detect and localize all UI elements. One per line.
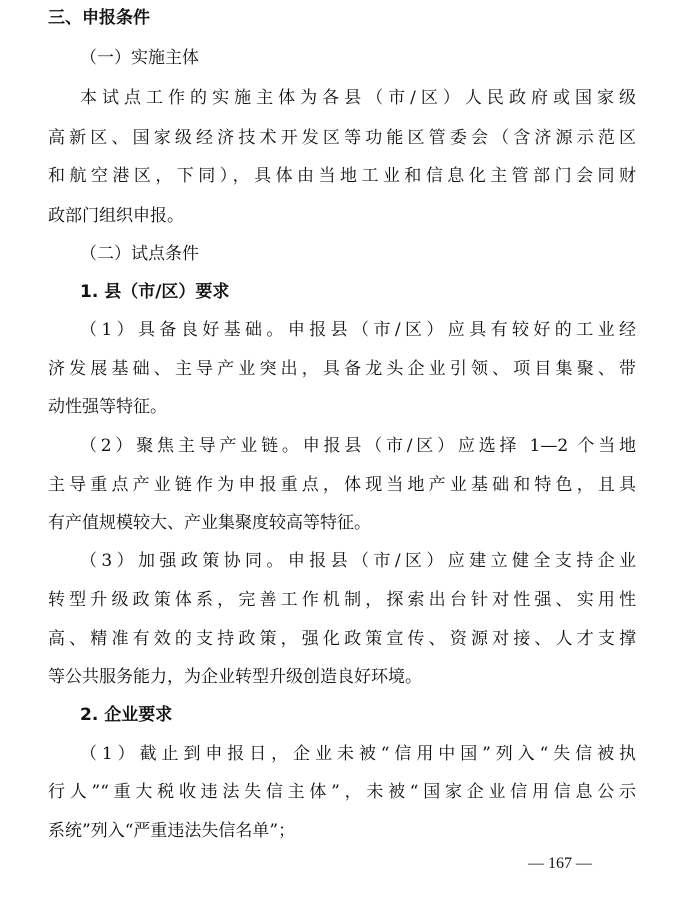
page-number: — 167 — [528,855,592,872]
paragraph-line: （2）聚焦主导产业链。申报县（市/区）应选择 1—2 个当地 [80,436,636,456]
paragraph-line: （1）具备良好基础。申报县（市/区）应具有较好的工业经 [80,320,636,340]
paragraph-line: 行人”“重大税收违法失信主体”，未被“国家企业信用信息公示 [48,782,636,802]
heading-enterprise-requirements: 2. 企业要求 [80,705,173,725]
paragraph-line: 济发展基础、主导产业突出，具备龙头企业引领、项目集聚、带 [48,359,636,379]
paragraph-line: 等公共服务能力，为企业转型升级创造良好环境。 [48,667,422,687]
paragraph-line: 有产值规模较大、产业集聚度较高等特征。 [48,513,371,533]
paragraph-line: 系统”列入“严重违法失信名单”； [48,821,296,841]
subheading-implementing-body: （一）实施主体 [80,48,199,68]
paragraph-line: 高、精准有效的支持政策，强化政策宣传、资源对接、人才支撑 [48,629,636,649]
paragraph-line: （3）加强政策协同。申报县（市/区）应建立健全支持企业 [80,551,636,571]
paragraph-line: 和航空港区，下同），具体由当地工业和信息化主管部门会同财 [48,166,636,186]
paragraph-line: 动性强等特征。 [48,397,167,417]
section-heading: 三、申报条件 [48,8,150,28]
subheading-pilot-conditions: （二）试点条件 [80,244,199,264]
paragraph-line: 主导重点产业链作为申报重点，体现当地产业基础和特色，且具 [48,475,636,495]
paragraph-line: 政部门组织申报。 [48,206,184,226]
heading-county-requirements: 1. 县（市/区）要求 [80,282,230,302]
paragraph-line: （1）截止到申报日，企业未被“信用中国”列入“失信被执 [80,744,636,764]
paragraph-line: 本试点工作的实施主体为各县（市/区）人民政府或国家级 [80,88,636,108]
paragraph-line: 转型升级政策体系，完善工作机制，探索出台针对性强、实用性 [48,590,636,610]
paragraph-line: 高新区、国家级经济技术开发区等功能区管委会（含济源示范区 [48,128,636,148]
